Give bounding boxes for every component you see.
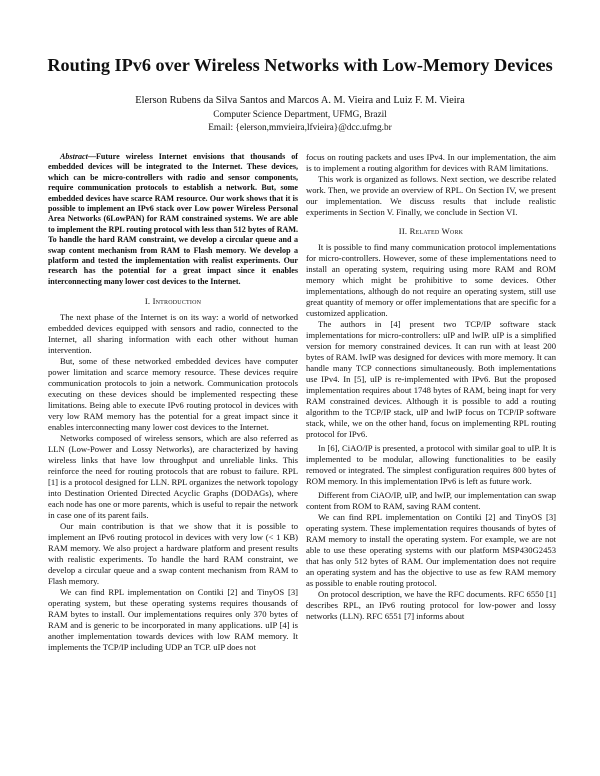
paragraph: But, some of these networked embedded devices have computer power limitation and scarce memory resource. These devices require communication protocols to join a network. Communication protocols executing on these devices should be implemented respecting these limitations. Being able to execute IPv6 routing protocol in devices with very low RAM memory has the potential for a great impact since it enables interconnecting many lower cost devices to the Internet. [48,356,298,433]
paragraph: Networks composed of wireless sensors, which are also referred as LLN (Low-Power and Lossy Networks), are characterized by having wireless links that have low throughput and unreliable links. This reinforce the need for routing protocols that are robust to failure. RPL [1] is a protocol designed for LLN. RPL organizes the network topology into Destination Oriented Directed Acyclic Graphs (DODAGs), where each node has one or more parents, which is useful to repair the network in case one of its parent fails. [48,433,298,521]
paragraph: Different from CiAO/IP, uIP, and lwIP, our implementation can swap content from ROM to RAM, saving RAM content. [306,490,556,511]
paragraph: focus on routing packets and uses IPv4. In our implementation, the aim is to implement a routing algorithm for devices with RAM limitations. [306,152,556,173]
paragraph: On protocol description, we have the RFC documents. RFC 6550 [1] describes RPL, an IPv6 routing protocol for low-power and lossy networks (LLN). RFC 6551 [7] informs about [306,589,556,621]
author-list: Elerson Rubens da Silva Santos and Marcos A. M. Vieira and Luiz F. M. Vieira [135,95,465,106]
paragraph: We can find RPL implementation on Contiki [2] and TinyOS [3] operating system. These implementation requires thousands of bytes of RAM memory to install the operating system. For example, we are not able to use these operating systems with our platform MSP430G2453 that has only 512 bytes of RAM. Our implementation does not require an operating system and has the objective to use as few RAM memory as possible to enable routing protocol. [306,512,556,588]
left-column [48,152,298,653]
paragraph: The next phase of the Internet is on its way: a world of networked embedded devices equipped with sensors and radio, connected to the Internet, all sharing information with each other without human intervention. [48,312,298,356]
paragraph: This work is organized as follows. Next section, we describe related work. Then, we provide an overview of RPL. On Section IV, we present our implementation. We discuss results that include realistic experiments in Section V. Finally, we conclude in Section VI. [306,174,556,217]
paragraph: We can find RPL implementation on Contiki [2] and TinyOS [3] operating system, but these operating systems requires thousands of RAM bytes to install. Our implementations requires only 370 bytes of RAM and is generic to be incorporated in many applications. uIP [4] is another implementation towards devices with low RAM memory. It implements the TCP/IP including UDP an TCP. uIP does not [48,587,298,653]
section-heading-introduction: I. Introduction [144,296,202,307]
section-heading-related-work: II. Related Work [398,226,464,236]
affiliation: Computer Science Department, UFMG, Brazil [213,110,387,120]
abstract-text: —Future wireless Internet envisions that thousands of embedded devices will be integrated to the Internet. These devices, which can be micro-controllers with radio and sensor components, require communication protocols to establish a network. But, some embedded devices have scarce RAM resource. Our work shows that it is possible to implement an IPv6 stack over Low power Wireless Personal Area Networks (6LowPAN) for RAM constrained systems. We are able to implement the RPL routing protocol with less than 512 bytes of RAM. To handle the hard RAM constraint, we develop a circular queue and a swap content mechanism from RAM to Flash memory. We develop a platform and tested the implementation with realist experiments. Our research has the potential for a great impact since it enables interconnecting many lower cost devices to the Internet. [48,152,298,286]
paragraph: It is possible to find many communication protocol implementations for micro-controllers. However, some of these implementations need to install an operating system, requiring using more RAM and ROM memory which might be prohibitive to some devices. Other implementations, although do not require an operating system, still use great quantity of memory or offer implementations that are specific for a customized application. [306,242,556,318]
paragraph: In [6], CiAO/IP is presented, a protocol with similar goal to uIP. It is implemented to be modular, allowing functionalities to be easily removed or integrated. The simplest configuration requires 800 bytes of ROM memory. In this implementation IPv6 is left as future work. [306,443,556,486]
right-column [306,152,556,622]
paragraph: The authors in [4] present two TCP/IP software stack implementations for micro-controllers: uIP and lwIP. uIP is a simplified version for memory constrained devices. It can run with at least 200 bytes of RAM. lwIP was designed for devices with more memory. It can handle many TCP connections simultaneously. Both implementations use IPv4. In [5], uIP is re-implemented with IPv6. But the proposed implementation requires about 1748 bytes of RAM, being inapt for very RAM constrained devices. Although it is possible to add a routing algorithm to the TCP/IP stack, uIP and lwIP focus on TCP/IP software stack, while, we on the other hand, focus on implementing RPL routing protocol for IPv6. [306,319,556,439]
paper-title: Routing IPv6 over Wireless Networks with Low-Memory Devices [47,55,553,75]
author-email: Email: {elerson,mmvieira,lfvieira}@dcc.ufmg.br [208,123,392,133]
paragraph: Our main contribution is that we show that it is possible to implement an IPv6 routing protocol in devices with very low (< 1 KB) RAM memory. We also project a hardware platform and present results with realistic experiments. To handle the hard RAM constraint, we develop a circular queue and a swap content mechanism from RAM to Flash memory. [48,521,298,587]
abstract-label: Abstract [60,152,88,161]
abstract [48,152,298,287]
